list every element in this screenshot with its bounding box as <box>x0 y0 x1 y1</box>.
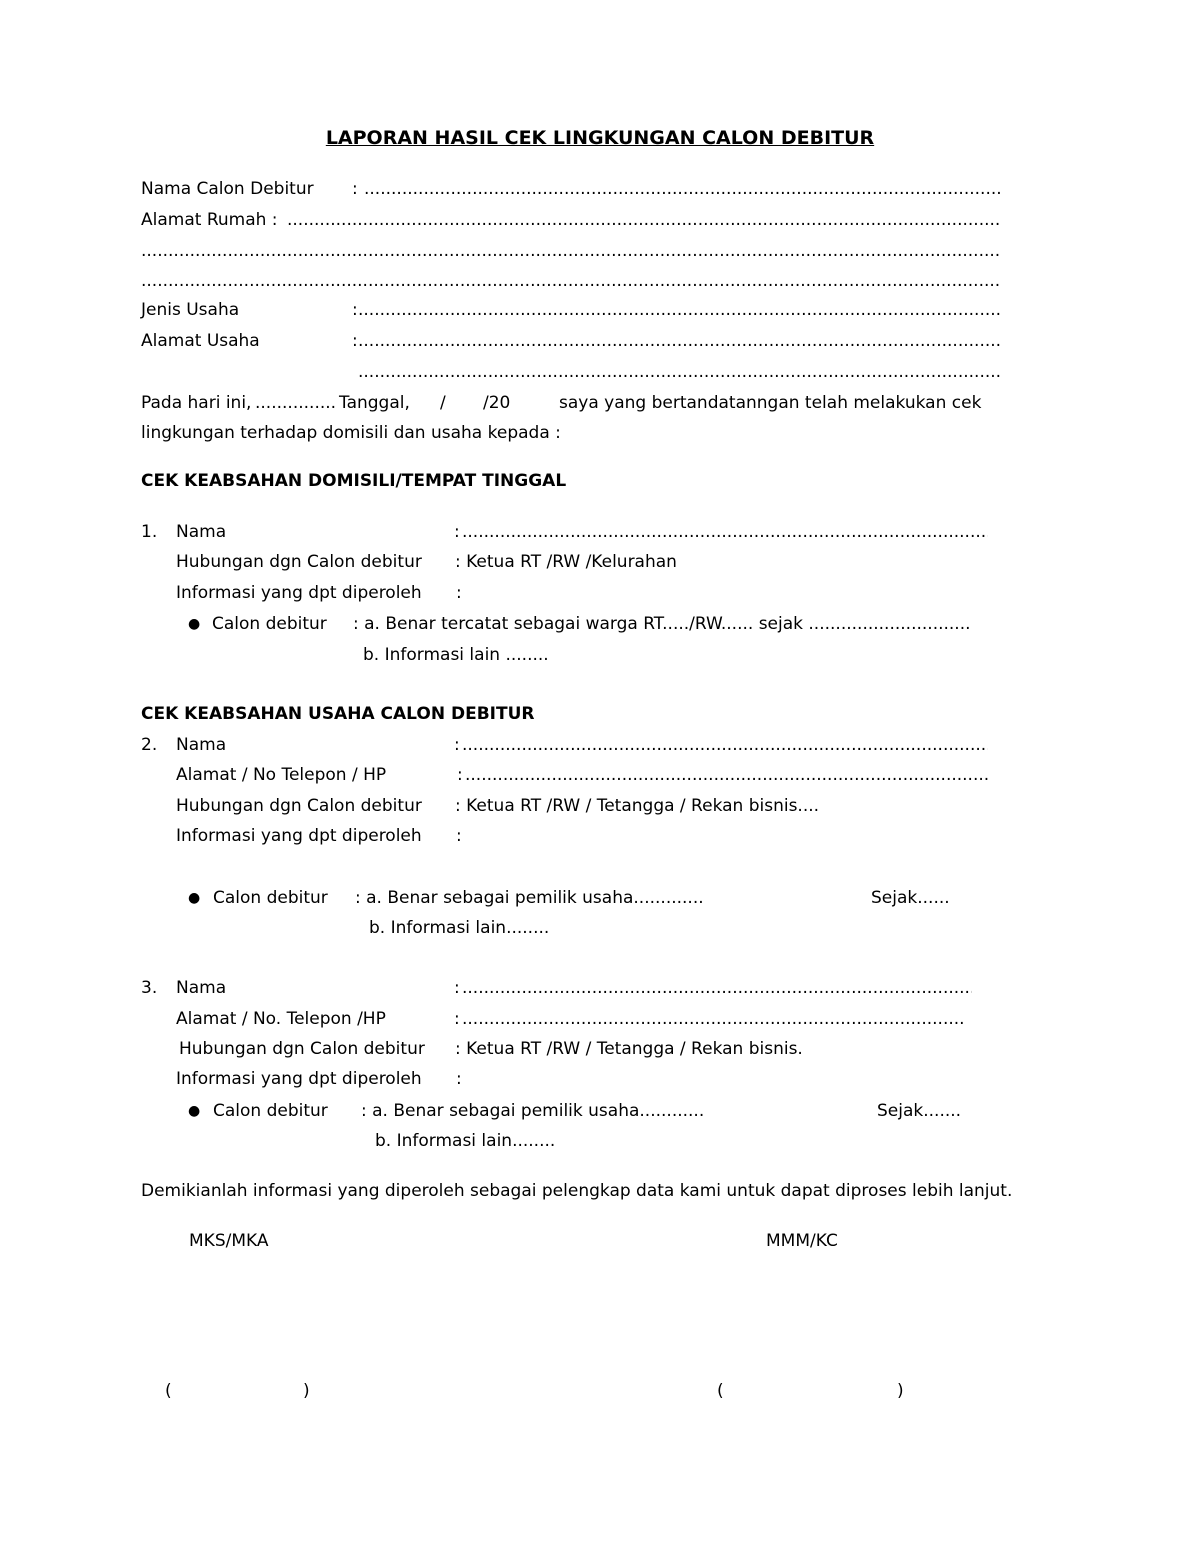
hubungan-label: Hubungan dgn Calon debitur <box>179 1039 425 1059</box>
calon-debitur-label: Calon debitur <box>213 888 328 908</box>
alamat-rumah-fill-line-3[interactable] <box>141 270 1002 292</box>
document-title: LAPORAN HASIL CEK LINGKUNGAN CALON DEBITUR <box>325 127 875 149</box>
intro-statement-line-2: lingkungan terhadap domisili dan usaha kepada : <box>141 423 561 443</box>
alamat-usaha-fill-line[interactable] <box>358 330 1002 352</box>
hubungan-value: : Ketua RT /RW / Tetangga / Rekan bisnis.... <box>455 796 820 816</box>
sejak-label: Sejak....... <box>877 1101 962 1121</box>
alamat-rumah-label: Alamat Rumah : <box>141 210 278 230</box>
nama-label: Nama <box>176 735 227 755</box>
informasi-label: Informasi yang dpt diperoleh <box>176 583 422 603</box>
nama-separator: : <box>454 735 460 755</box>
item-number: 3. <box>141 978 158 998</box>
tanggal-label: Tanggal, <box>339 393 410 413</box>
alamat-telepon-separator: : <box>457 765 463 785</box>
nama-fill-line[interactable] <box>462 521 988 543</box>
date-slash-2: /20 <box>483 393 511 413</box>
signature-left-label: MKS/MKA <box>189 1231 269 1251</box>
informasi-separator: : <box>456 826 462 846</box>
item-number: 1. <box>141 522 158 542</box>
nama-separator: : <box>454 978 460 998</box>
alamat-telepon-fill-line[interactable] <box>465 764 990 786</box>
alamat-usaha-fill-line-2[interactable] <box>358 361 1002 383</box>
calon-debitur-option-b: b. Informasi lain........ <box>369 918 550 938</box>
alamat-usaha-label: Alamat Usaha <box>141 331 260 351</box>
nama-fill-line[interactable] <box>462 977 972 999</box>
signature-left-close-paren: ) <box>303 1381 310 1401</box>
jenis-usaha-fill-line[interactable] <box>358 299 1002 321</box>
signature-right-close-paren: ) <box>897 1381 904 1401</box>
alamat-rumah-fill-line[interactable] <box>287 209 1002 231</box>
nama-separator: : <box>454 522 460 542</box>
alamat-telepon-label: Alamat / No Telepon / HP <box>176 765 387 785</box>
bullet-icon: ● <box>188 616 201 632</box>
informasi-separator: : <box>456 1069 462 1089</box>
closing-statement: Demikianlah informasi yang diperoleh sebagai pelengkap data kami untuk dapat diproses lebih lanjut. <box>141 1181 1013 1201</box>
calon-debitur-option-b: b. Informasi lain........ <box>375 1131 556 1151</box>
bullet-icon: ● <box>188 1103 201 1119</box>
nama-label: Nama <box>176 522 227 542</box>
hari-fill-line[interactable] <box>255 392 337 414</box>
signature-right-label: MMM/KC <box>766 1231 838 1251</box>
informasi-separator: : <box>456 583 462 603</box>
alamat-usaha-separator: : <box>352 331 358 351</box>
alamat-telepon-label: Alamat / No. Telepon /HP <box>176 1009 386 1029</box>
calon-debitur-option-a: : a. Benar tercatat sebagai warga RT...../RW...... sejak .............................. <box>353 614 971 634</box>
jenis-usaha-label: Jenis Usaha <box>141 300 240 320</box>
nama-calon-debitur-fill-line[interactable] <box>364 178 1002 200</box>
hubungan-value: : Ketua RT /RW / Tetangga / Rekan bisnis. <box>455 1039 803 1059</box>
alamat-rumah-fill-line-2[interactable] <box>141 240 1002 262</box>
informasi-label: Informasi yang dpt diperoleh <box>176 826 422 846</box>
section-heading-usaha: CEK KEABSAHAN USAHA CALON DEBITUR <box>141 704 535 724</box>
informasi-label: Informasi yang dpt diperoleh <box>176 1069 422 1089</box>
intro-statement: saya yang bertandatanngan telah melakukan cek <box>559 393 982 413</box>
jenis-usaha-separator: : <box>352 300 358 320</box>
nama-fill-line[interactable] <box>462 734 988 756</box>
nama-label: Nama <box>176 978 227 998</box>
alamat-telepon-separator: : <box>454 1009 460 1029</box>
date-slash-1: / <box>440 393 446 413</box>
hubungan-label: Hubungan dgn Calon debitur <box>176 552 422 572</box>
section-heading-domisili: CEK KEABSAHAN DOMISILI/TEMPAT TINGGAL <box>141 471 567 491</box>
calon-debitur-option-a: : a. Benar sebagai pemilik usaha............. <box>355 888 704 908</box>
signature-left-open-paren: ( <box>165 1381 172 1401</box>
nama-calon-debitur-label: Nama Calon Debitur <box>141 179 314 199</box>
calon-debitur-label: Calon debitur <box>212 614 327 634</box>
pada-hari-label: Pada hari ini, <box>141 393 252 413</box>
item-number: 2. <box>141 735 158 755</box>
calon-debitur-label: Calon debitur <box>213 1101 328 1121</box>
hubungan-label: Hubungan dgn Calon debitur <box>176 796 422 816</box>
bullet-icon: ● <box>188 890 201 906</box>
nama-calon-debitur-separator: : <box>352 179 358 199</box>
signature-right-open-paren: ( <box>717 1381 724 1401</box>
sejak-label: Sejak...... <box>871 888 950 908</box>
alamat-telepon-fill-line[interactable] <box>462 1008 966 1030</box>
calon-debitur-option-b: b. Informasi lain ........ <box>363 645 549 665</box>
hubungan-value: : Ketua RT /RW /Kelurahan <box>455 552 677 572</box>
calon-debitur-option-a: : a. Benar sebagai pemilik usaha............ <box>361 1101 705 1121</box>
